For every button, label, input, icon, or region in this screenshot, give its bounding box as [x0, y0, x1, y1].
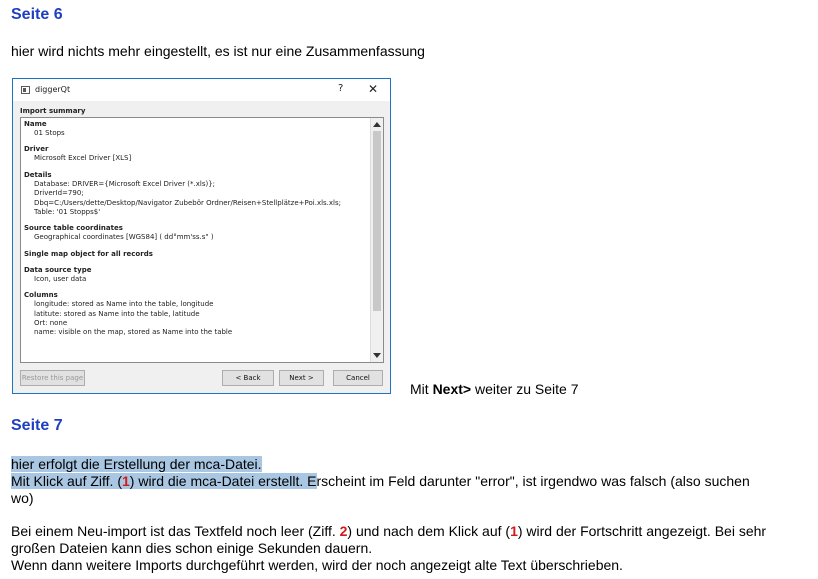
summary-section-title: Details [24, 170, 52, 179]
p1-hl-b: ) wird die mca-Datei erstellt. E [129, 473, 317, 489]
summary-section [24, 171, 369, 218]
intro-text: hier wird nichts mehr eingestellt, es ist nur eine Zusammenfassung [11, 43, 425, 59]
back-button[interactable]: < Back [222, 370, 274, 386]
summary-section-line: Geographical coordinates [WGS84] ( dd°mm'ss.s" ) [34, 233, 214, 242]
summary-section-line: Dbq=C:/Users/dette/Desktop/Navigator Zubebör Ordner/Reisen+Stellplätze+Poi.xls.xls; [34, 198, 341, 207]
p1-line3: wo) [11, 490, 34, 506]
p2-b: ) und nach dem Klick auf ( [347, 523, 511, 539]
page-heading-seite-6: Seite 6 [11, 6, 63, 23]
summary-section-line: Database: DRIVER={Microsoft Excel Driver (*.xls)}; [34, 179, 216, 188]
p1-line1: hier erfolgt die Erstellung der mca-Datei. [11, 456, 262, 472]
p2-num1: 1 [510, 523, 518, 539]
p2-num2: 2 [339, 523, 348, 539]
summary-section-line: name: visible on the map, stored as Name into the table [34, 328, 233, 337]
summary-section-line: DriverId=790; [34, 189, 84, 198]
summary-section-title: Single map object for all records [24, 249, 153, 258]
summary-section-line: Icon, user data [34, 274, 87, 283]
next-note-prefix: Mit [410, 381, 433, 397]
cancel-button[interactable]: Cancel [333, 370, 383, 386]
summary-section-line: latitute: stored as Name into the table, latitude [34, 309, 200, 318]
close-icon[interactable]: ✕ [368, 82, 379, 96]
summary-content [24, 120, 369, 345]
summary-section-title: Data source type [24, 265, 92, 274]
summary-section-line: Table: '01 Stopps$' [34, 208, 101, 217]
page-heading-seite-7: Seite 7 [11, 417, 63, 434]
scroll-thumb[interactable] [373, 131, 381, 311]
summary-section [24, 266, 369, 284]
p2-c: ) wird der Fortschritt angezeigt. Bei sehr [517, 523, 767, 539]
summary-section [24, 224, 369, 242]
p1-hl-a: Mit Klick auf Ziff. ( [11, 473, 122, 489]
dialog-screenshot [12, 78, 391, 394]
scroll-down-icon[interactable] [373, 353, 381, 358]
app-icon [21, 86, 30, 94]
dialog-titlebar [13, 79, 390, 101]
next-note [410, 381, 578, 397]
scroll-up-icon[interactable] [373, 122, 381, 127]
summary-section [24, 120, 369, 138]
restore-page-button[interactable]: Restore this page [20, 370, 85, 386]
summary-section-line: 01 Stops [34, 129, 65, 137]
summary-section-title: Driver [24, 145, 49, 154]
p2-line2: großen Dateien kann dies schon einige Sekunden dauern. [11, 540, 373, 556]
next-button[interactable]: Next > [279, 370, 324, 386]
summary-textbox[interactable] [20, 117, 384, 363]
summary-section-title: Source table coordinates [24, 224, 123, 233]
summary-section-title: Name [24, 120, 47, 128]
summary-section [24, 291, 369, 338]
summary-section-line: longitude: stored as Name into the table, longitude [34, 300, 214, 309]
scrollbar[interactable] [370, 118, 383, 362]
window-title: diggerQt [35, 85, 71, 94]
p2-a: Bei einem Neu-import ist das Textfeld noch leer (Ziff. [11, 523, 340, 539]
help-button[interactable]: ? [338, 83, 344, 94]
summary-section-title: Columns [24, 291, 58, 300]
next-note-suffix: weiter zu Seite 7 [471, 381, 579, 397]
summary-section-line: Ort: none [34, 319, 68, 328]
summary-section [24, 145, 369, 163]
next-note-bold: Next> [432, 381, 472, 397]
p1-rest: rscheint im Feld darunter "error", ist irgendwo was falsch (also suchen [316, 473, 750, 489]
summary-section-line: Microsoft Excel Driver [XLS] [34, 154, 132, 163]
p2-line3: Wenn dann weitere Imports durchgeführt werden, wird der noch angezeigt alte Text überschrieben. [11, 557, 623, 573]
p1-num1: 1 [121, 473, 130, 489]
paragraph-2 [11, 523, 817, 574]
dialog-subtitle: Import summary [20, 107, 86, 115]
summary-section [24, 250, 369, 259]
paragraph-1 [11, 456, 811, 507]
